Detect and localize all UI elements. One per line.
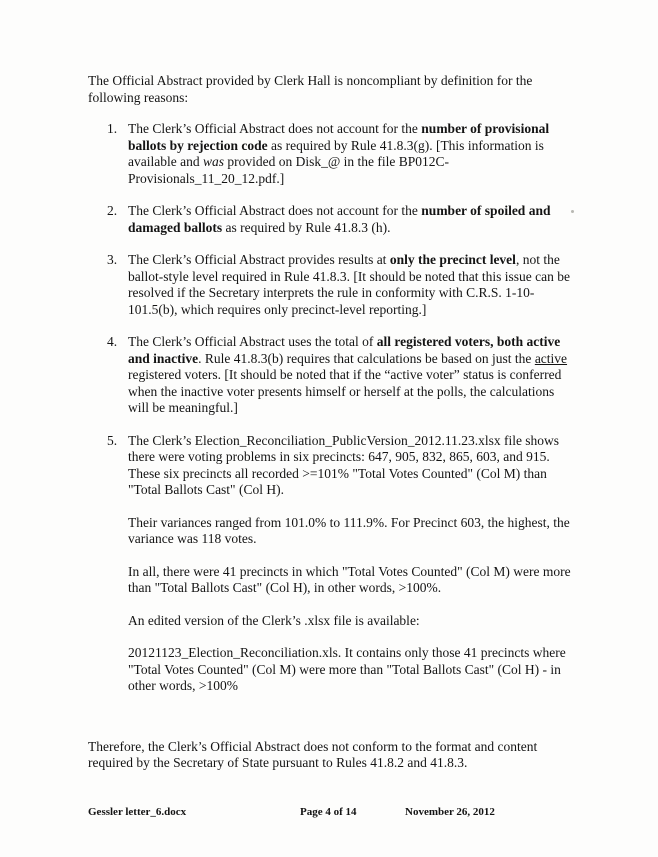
closing-paragraph: Therefore, the Clerk’s Official Abstract does not conform to the format and content required by the Secretary of State pursuant to Rules 41.8.2 and 41.8.3. [88,738,538,770]
list-item-2 [88,203,572,252]
list-item-number: 3. [107,252,118,267]
list-item-subparagraph: An edited version of the Clerk’s .xlsx file is available: [128,612,420,628]
underlined-segment: active [534,350,568,366]
list-item-number: 4. [107,334,118,349]
bold-segment: number of provisional ballots by rejection code [128,121,550,153]
text-segment: The Clerk’s Official Abstract provides results at [128,252,390,267]
list-item-subparagraph: 20121123_Election_Reconciliation.xls. It contains only those 41 precincts where "Total Votes Counted" (Col M) were more than "Total Ballots Cast" (Col H) - in other words, >100% [128,645,566,693]
list-item-subparagraph: In all, there were 41 precincts in which "Total Votes Counted" (Col M) were more than "Total Ballots Cast" (Col H), in other words, >100%. [128,563,571,595]
footer-filename: Gessler letter_6.docx [88,806,187,818]
text-segment: The Clerk’s Official Abstract uses the total of [128,334,377,349]
intro-paragraph: The Official Abstract provided by Clerk Hall is noncompliant by definition for the following reasons: [88,73,533,105]
list-item-number: 5. [107,432,118,448]
text-segment: . Rule 41.8.3(b) requires that calculations be based on just the [198,350,535,366]
bold-segment: number of spoiled and damaged ballots [128,203,551,235]
italic-segment: was [202,154,224,169]
list-item-3 [88,252,572,334]
list-item-body [128,433,572,711]
numbered-list [88,121,572,711]
bold-segment: only the precinct level [389,252,516,267]
list-item-text [128,121,572,187]
list-item-text [128,252,572,318]
list-item-4 [88,334,572,433]
scan-artifact-dot [571,210,574,213]
text-segment: as required by Rule 41.8.3(g). [This information is available and [128,137,544,169]
footer-date: November 26, 2012 [405,806,495,818]
text-segment: registered voters. [It should be noted that if the “active voter” status is conferred when the inactive voter presents himself or herself at the polls, the calculations will be meaningful.] [128,367,562,415]
text-segment: The Clerk’s Election_Reconciliation_PublicVersion_2012.11.23.xlsx file shows there were voting problems in six precincts: 647, 905, 832, 865, 603, and 915. These six precincts all recorded >=101% "Total Votes Counted" (Col M) than "Total Ballots Cast" (Col H). [128,432,560,497]
list-item-number: 1. [107,121,118,136]
text-segment: , not the ballot-style level required in Rule 41.8.3. [It should be noted that this issue can be resolved if the Secretary interprets the rule in conformity with C.R.S. 1-10-101.5(b), which requires only precinct-level reporting.] [128,252,571,317]
footer-page-number: Page 4 of 14 [300,806,357,818]
text-segment: The Clerk’s Official Abstract does not account for the [128,203,422,218]
list-item-text [128,334,572,417]
text-segment: The Clerk’s Official Abstract does not account for the [128,121,422,136]
list-item-number: 2. [107,203,118,218]
bold-segment: all registered voters, both active and inactive [128,334,561,366]
list-item-text [128,433,572,499]
page-content [88,73,572,772]
text-segment: as required by Rule 41.8.3 (h). [222,219,391,235]
list-item-text [128,203,572,236]
list-item-1 [88,121,572,203]
text-segment: provided on Disk_@ in the file BP012C-Provisionals_11_20_12.pdf.] [128,154,450,186]
list-item-subparagraph: Their variances ranged from 101.0% to 111.9%. For Precinct 603, the highest, the variance was 118 votes. [128,514,570,546]
list-item-5 [88,433,572,711]
